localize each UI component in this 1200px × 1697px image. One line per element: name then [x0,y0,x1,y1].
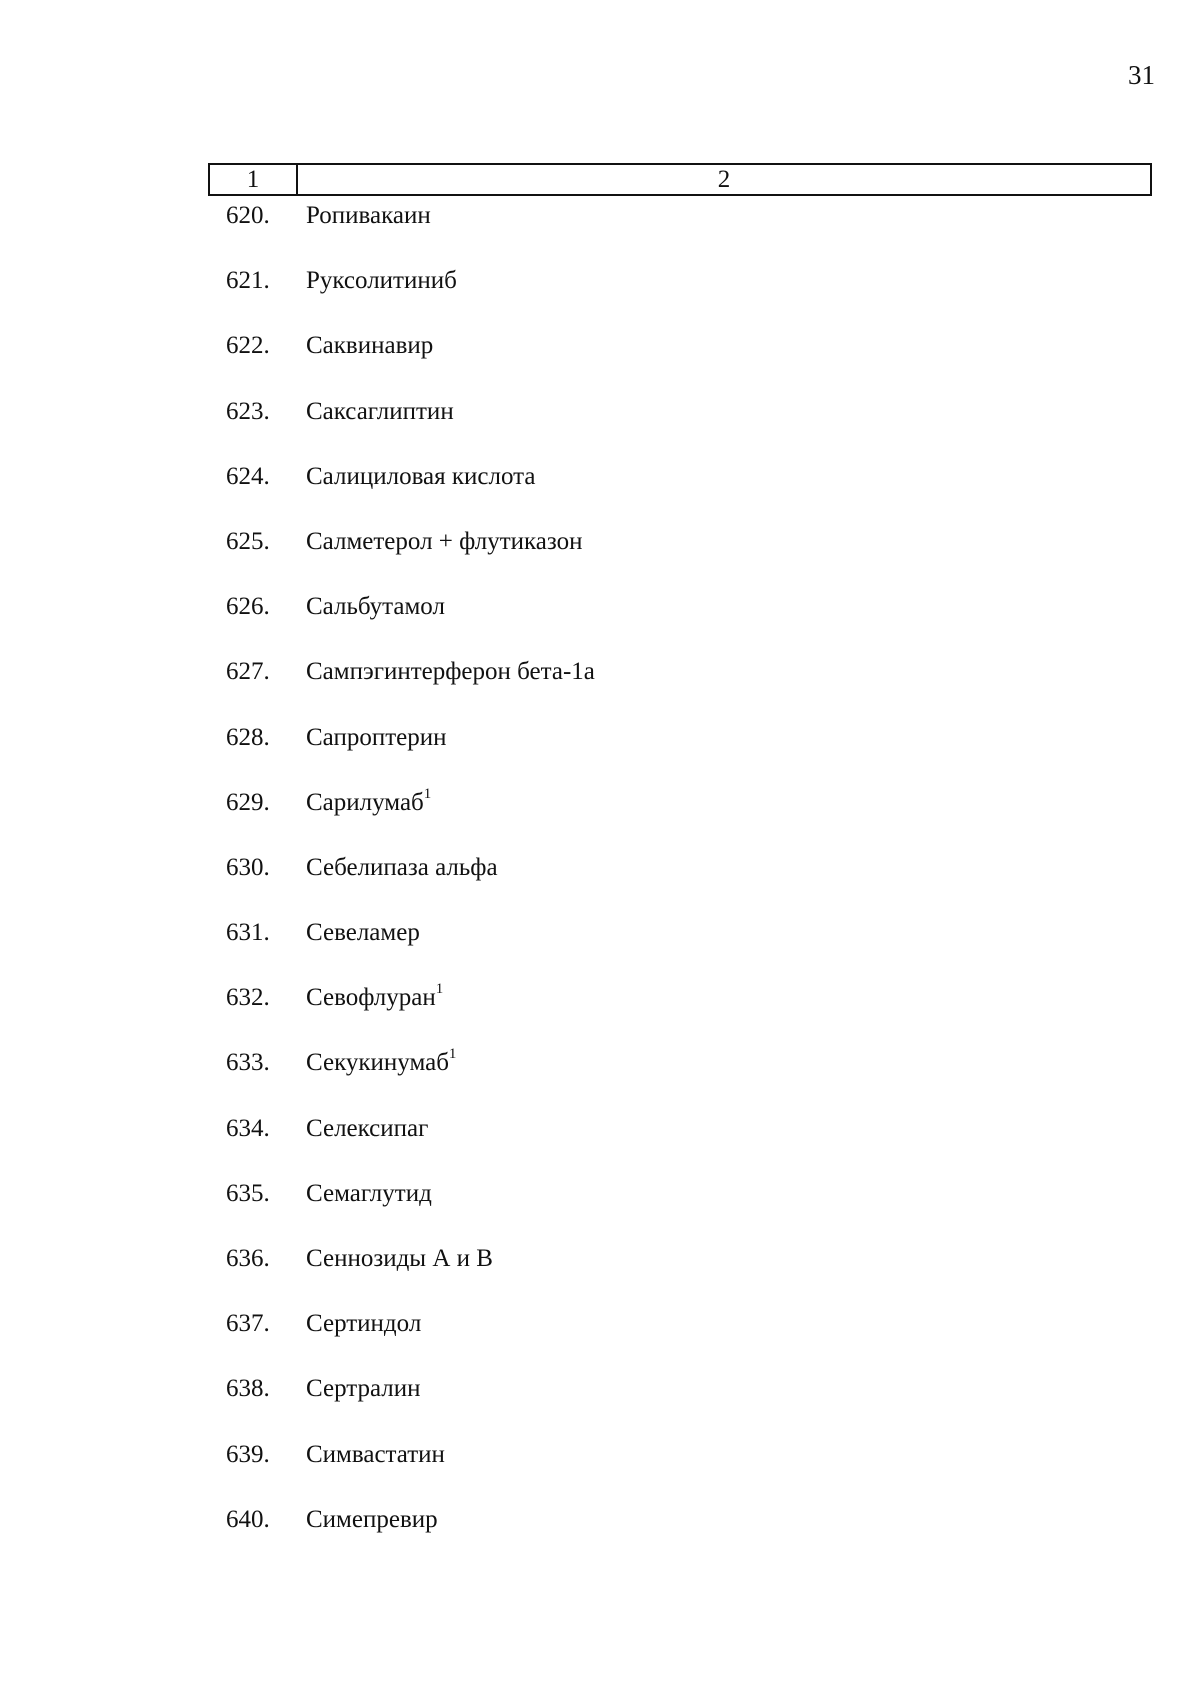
item-name [306,1179,432,1209]
list-item [0,262,1200,327]
header-column-2: 2 [717,166,731,193]
list-item [0,1501,1200,1566]
list-item [0,1240,1200,1305]
item-name [306,853,498,883]
item-name-text: Симепревир [306,1505,438,1533]
list-item [0,1044,1200,1109]
item-name-text: Селексипаг [306,1114,429,1142]
item-name-text: Сертиндол [306,1310,422,1338]
item-name [306,527,582,557]
item-number: 637. [226,1310,270,1338]
drug-list [0,197,1200,1566]
item-number: 628. [226,723,270,751]
item-number: 632. [226,984,270,1012]
item-name-text: Саквинавир [306,332,434,360]
item-name [306,918,420,948]
item-name [306,1505,438,1535]
item-number: 627. [226,658,270,686]
footnote-marker: 1 [448,1046,457,1063]
item-name-text: Сертралин [306,1375,421,1403]
list-item [0,784,1200,849]
list-item [0,393,1200,458]
item-number: 620. [226,202,270,229]
list-item [0,719,1200,784]
item-name [306,983,443,1013]
item-name-text: Секукинумаб [306,1049,449,1077]
item-name [306,1048,456,1078]
list-item [0,458,1200,523]
footnote-marker: 1 [435,981,444,998]
item-name-text: Сарилумаб [306,788,424,816]
list-item [0,849,1200,914]
item-name [306,657,595,687]
item-name [306,723,446,753]
item-name [306,331,433,361]
item-number: 638. [226,1375,270,1403]
item-name [306,1309,421,1339]
item-name-text: Сампэгинтерферон бета-1а [306,658,595,686]
list-item [0,588,1200,653]
item-name [306,1114,428,1144]
item-number: 622. [226,332,270,360]
item-name [306,462,536,492]
item-name [306,1440,445,1470]
item-number: 635. [226,1179,270,1207]
item-number: 634. [226,1114,270,1142]
item-name-text: Сеннозиды А и В [306,1245,493,1272]
item-number: 625. [226,527,270,555]
item-number: 636. [226,1245,270,1272]
item-name-text: Ропивакаин [306,202,431,229]
item-name [306,1244,493,1274]
item-name-text: Симвастатин [306,1440,445,1468]
list-item [0,914,1200,979]
item-name-text: Себелипаза альфа [306,853,498,881]
list-item [0,1175,1200,1240]
list-item [0,197,1200,262]
item-name-text: Сальбутамол [306,593,445,621]
item-name [306,592,445,622]
item-number: 631. [226,919,270,947]
header-column-1: 1 [210,165,298,194]
page-number: 31 [1128,60,1155,90]
list-item [0,1110,1200,1175]
item-name-text: Салметерол + флутиказон [306,527,583,555]
item-name [306,266,457,296]
list-item [0,523,1200,588]
item-number: 640. [226,1505,270,1533]
item-number: 633. [226,1049,270,1077]
item-number: 621. [226,267,270,295]
item-number: 629. [226,788,270,816]
item-name-text: Семаглутид [306,1179,432,1207]
item-number: 630. [226,853,270,881]
item-number: 639. [226,1440,270,1468]
item-name [306,201,431,231]
table-header [208,163,1152,196]
item-name [306,1374,421,1404]
item-number: 623. [226,397,270,425]
list-item [0,653,1200,718]
item-number: 624. [226,462,270,490]
item-name [306,397,454,427]
item-name-text: Севофлуран [306,984,436,1012]
item-name-text: Саксаглиптин [306,397,454,425]
item-name-text: Салициловая кислота [306,462,536,490]
list-item [0,1436,1200,1501]
list-item [0,327,1200,392]
item-number: 626. [226,593,270,621]
item-name [306,785,432,818]
item-name-text: Севеламер [306,919,420,947]
list-item [0,1370,1200,1435]
footnote-marker: 1 [423,785,432,802]
item-name-text: Сапроптерин [306,723,447,751]
list-item [0,979,1200,1044]
list-item [0,1305,1200,1370]
item-name-text: Руксолитиниб [306,267,457,295]
